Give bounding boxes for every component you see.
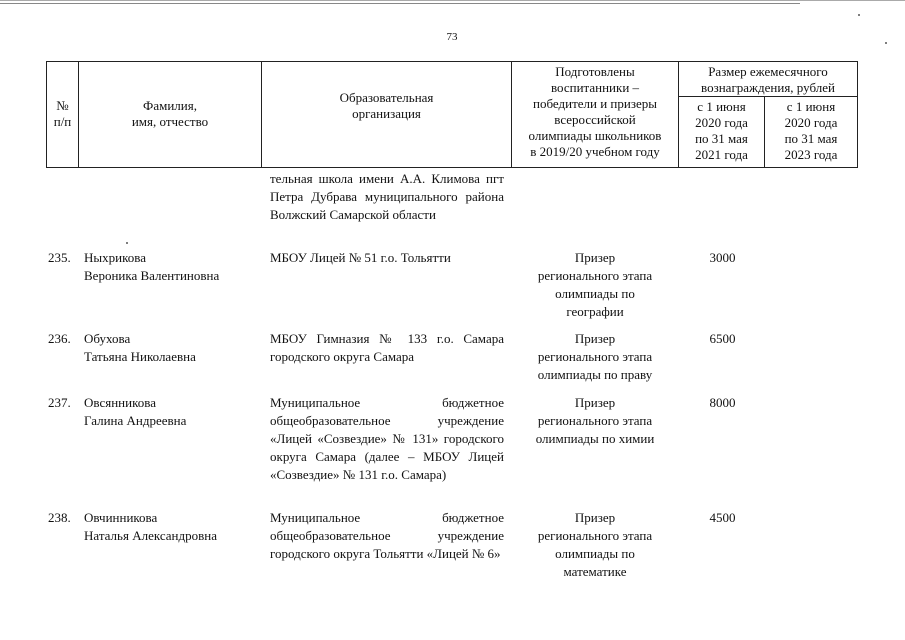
header-reward: Размер ежемесячного вознаграждения, рублей — [701, 64, 835, 95]
row-prepared: Призер регионального этапа олимпиады по химии — [535, 395, 655, 446]
row-organization: Муниципальное бюджетное общеобразовательное учреждение «Лицей «Созвездие» № 131» городского округа Самара (далее – МБОУ Лицей «Созвездие» № 131 г.о. Самара) — [270, 395, 504, 482]
scan-speck — [885, 42, 887, 44]
row-reward-period-1: 4500 — [709, 510, 736, 525]
page-number: 73 — [446, 31, 458, 43]
scan-speck — [126, 242, 128, 244]
header-period-1: с 1 июня 2020 года по 31 мая 2021 года — [695, 99, 748, 162]
row-name: Овсянникова Галина Андреевна — [84, 395, 187, 428]
header-period-2: с 1 июня 2020 года по 31 мая 2023 года — [784, 99, 838, 162]
table-header — [46, 61, 858, 169]
row-number: 238. — [48, 510, 71, 525]
header-number: № п/п — [53, 98, 72, 129]
row-reward-period-1: 8000 — [709, 395, 736, 410]
header-organization: Образовательная организация — [339, 90, 434, 121]
row-number: 235. — [48, 250, 71, 265]
row-name: Ныхрикова Вероника Валентиновна — [84, 250, 220, 283]
scan-top-edge — [0, 0, 905, 1]
row-organization: Муниципальное бюджетное общеобразовательное учреждение городского округа Тольятти «Лицей № 6» — [270, 510, 504, 561]
row-number: 237. — [48, 395, 71, 410]
row-name: Овчинникова Наталья Александровна — [84, 510, 217, 543]
row-organization: МБОУ Лицей № 51 г.о. Тольятти — [270, 250, 451, 265]
row-organization: МБОУ Гимназия № 133 г.о. Самара городского округа Самара — [270, 331, 504, 364]
header-prepared: Подготовлены воспитанники – победители и призеры всероссийской олимпиады школьников в 2019/20 учебном году — [528, 64, 662, 159]
row-prepared: Призер регионального этапа олимпиады по праву — [537, 331, 653, 382]
row-prepared: Призер регионального этапа олимпиады по географии — [537, 250, 653, 319]
row-name: Обухова Татьяна Николаевна — [84, 331, 196, 364]
scan-top-line — [0, 3, 800, 4]
continued-organization: тельная школа имени А.А. Климова пгт Петра Дубрава муниципального района Волжский Самарской области — [270, 171, 504, 222]
row-prepared: Призер регионального этапа олимпиады по математике — [537, 510, 653, 579]
header-name: Фамилия, имя, отчество — [131, 98, 209, 129]
row-reward-period-1: 3000 — [709, 250, 736, 265]
row-number: 236. — [48, 331, 71, 346]
row-reward-period-1: 6500 — [709, 331, 736, 346]
scan-speck — [858, 14, 860, 16]
